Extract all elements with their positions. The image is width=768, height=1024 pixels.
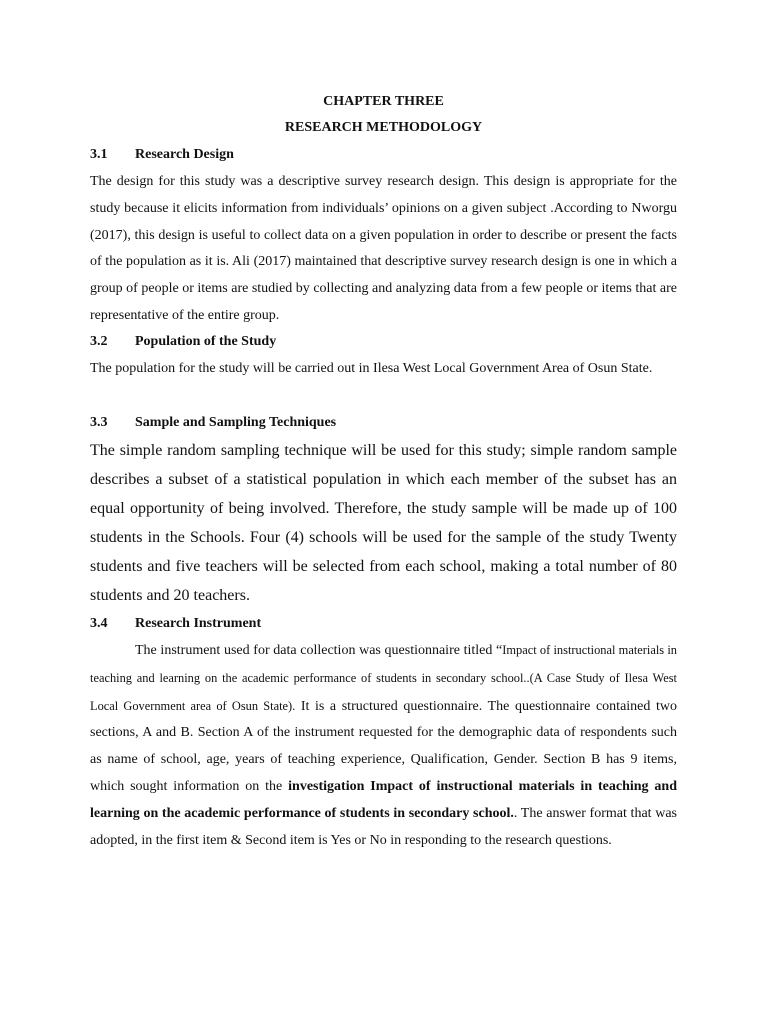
chapter-subtitle: RESEARCH METHODOLOGY [284,120,483,135]
section-number: 3.1 [90,147,108,162]
body-middle: It is a structured questionnaire. The questionnaire contained two sections, A and B. Section A of the instrument requested for the demographic data of respondents such as name of school, age, years of teaching experience, Qualification, Gender. Section B has 9 items, which sought information on the [90,698,677,794]
section-body-3-1: The design for this study was a descriptive survey research design. This design is appropriate for the study because it elicits information from individuals’ opinions on a given subject .According to Nworgu (2017), this design is useful to collect data on a given population in order to describe or present the facts of the population as it is. Ali (2017) maintained that descriptive survey research design is one in which a group of people or items are studied by collecting and analyzing data from a few people or items that are representative of the entire group. [90,174,677,323]
body-bold-topic: investigation Impact of instructional materials in teaching and learning on the academic performance of students in secondary school. [90,778,677,821]
section-number: 3.3 [90,415,108,430]
body-intro: The instrument used for data collection was questionnaire titled “ [135,643,503,658]
section-body-3-3: The simple random sampling technique will be used for this study; simple random sample describes a subset of a statistical population in which each member of the subset has an equal opportunity of being involved. Therefore, the study sample will be made up of 100 students in the Schools. Four (4) schools will be used for the sample of the study Twenty students and five teachers will be selected from each school, making a total number of 80 students and 20 teachers. [90,442,677,604]
section-number: 3.4 [90,616,108,631]
section-body-3-4 [90,637,677,854]
section-body-3-2: The population for the study will be carried out in Ilesa West Local Government Area of Osun State. [90,361,653,376]
section-title: Research Instrument [135,616,262,631]
section-heading-3-3 [90,415,336,431]
questionnaire-title: Impact of instructional materials in teaching and learning on the academic performance of students in secondary school..(A Case Study of Ilesa West Local Government area of Osun State). [90,643,677,713]
section-number: 3.2 [90,334,108,349]
section-heading-3-2 [90,334,276,350]
section-title: Research Design [135,147,234,162]
body-end: . The answer format that was adopted, in the first item & Second item is Yes or No in responding to the research questions. [90,805,677,848]
section-title: Sample and Sampling Techniques [135,415,337,430]
section-heading-3-4 [90,616,261,632]
section-title: Population of the Study [135,334,277,349]
section-heading-3-1 [90,147,234,163]
chapter-title: CHAPTER THREE [323,94,444,109]
